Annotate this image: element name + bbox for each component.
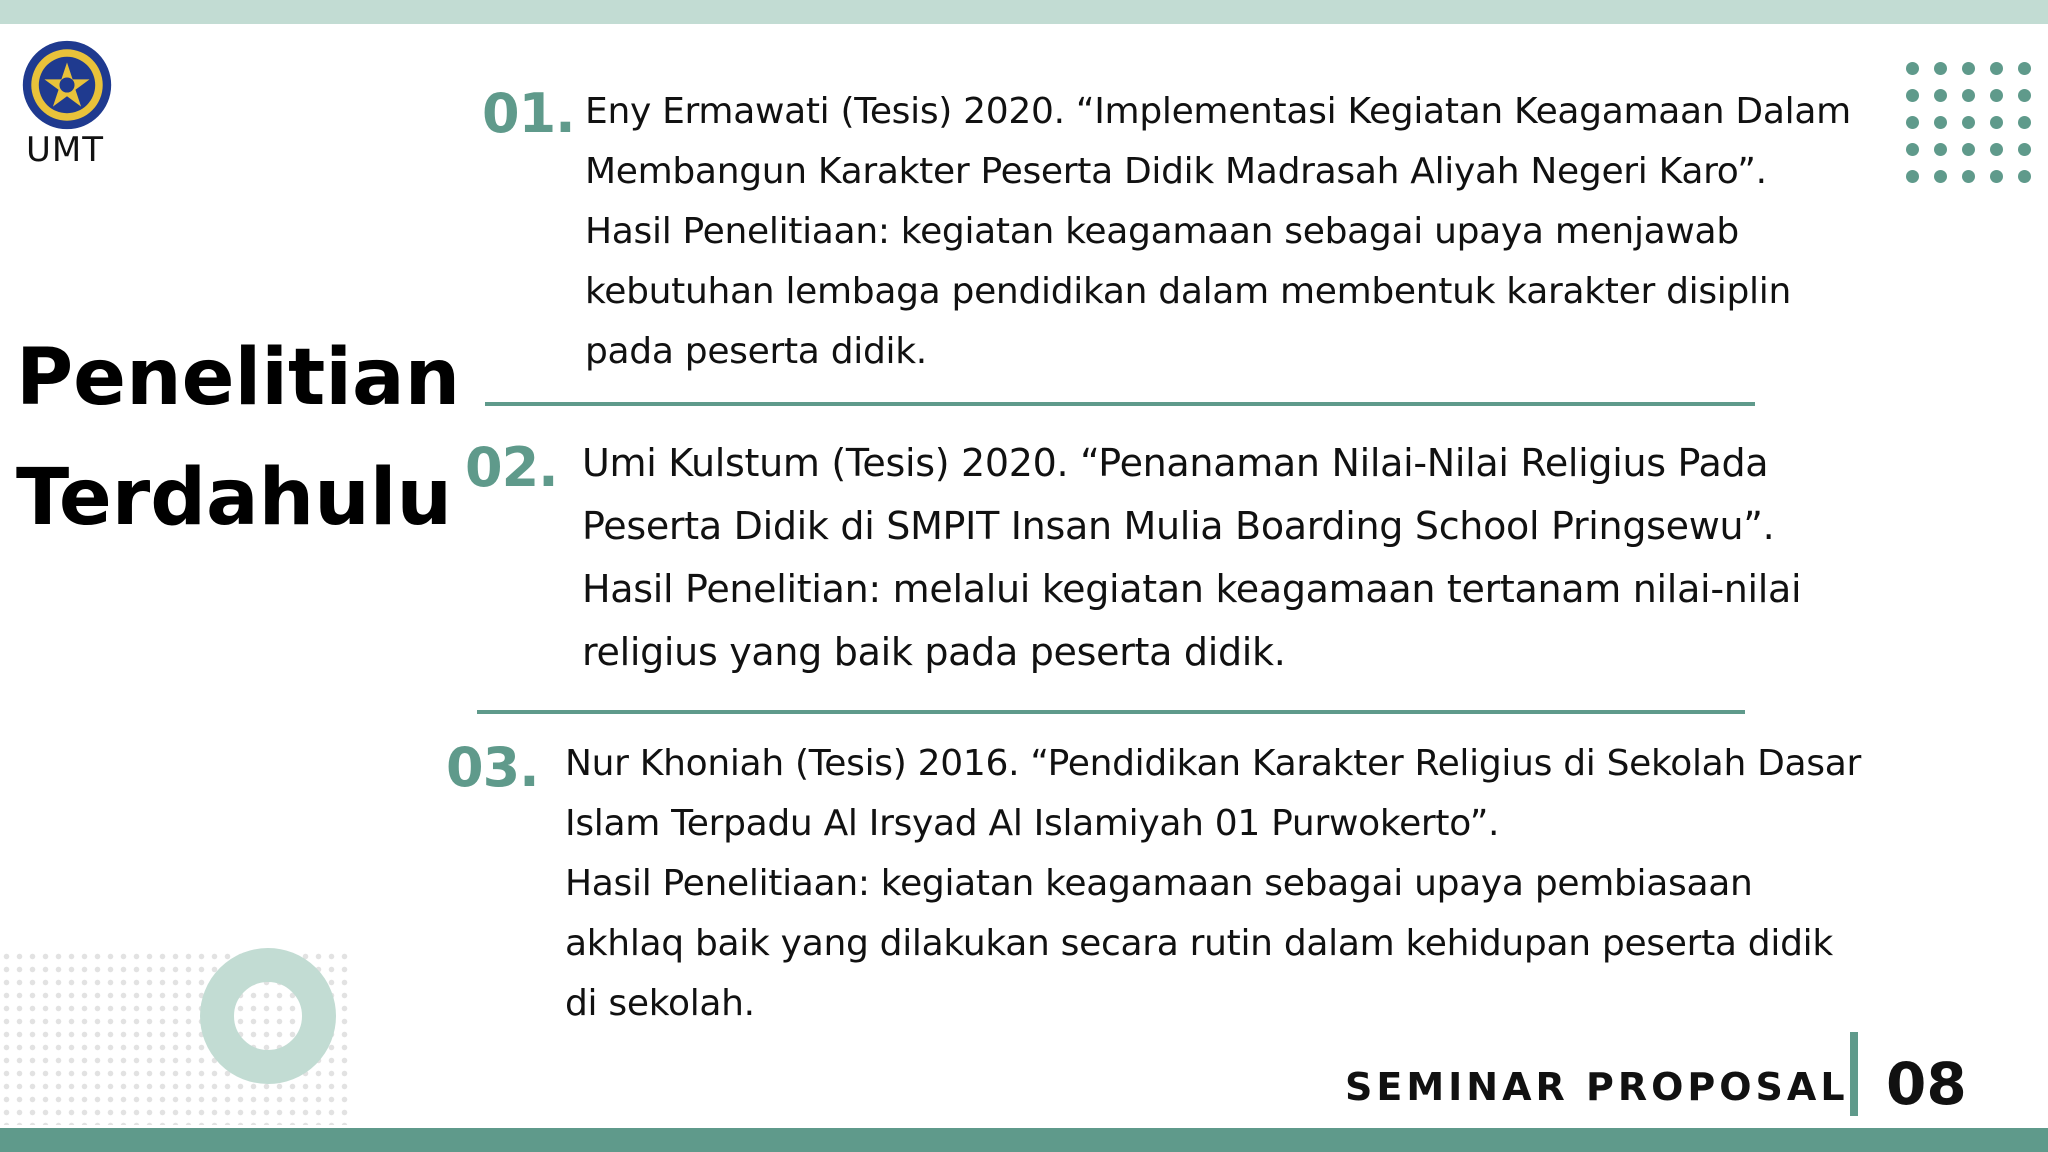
item-2-line-1: Umi Kulstum (Tesis) 2020. “Penanaman Nilai-Nilai Religius Pada <box>582 441 1769 485</box>
item-number-1: 01. <box>482 82 575 145</box>
footer-separator <box>1850 1032 1858 1116</box>
item-3-line-5: di sekolah. <box>565 983 755 1024</box>
item-text-3 <box>565 734 1861 1034</box>
item-3-line-1: Nur Khoniah (Tesis) 2016. “Pendidikan Karakter Religius di Sekolah Dasar <box>565 743 1862 784</box>
item-1-line-3: Hasil Penelitiaan: kegiatan keagamaan sebagai upaya menjawab <box>585 211 1739 252</box>
item-1-line-4: kebutuhan lembaga pendidikan dalam membentuk karakter disiplin <box>585 271 1791 312</box>
item-3-line-4: akhlaq baik yang dilakukan secara rutin dalam kehidupan peserta didik <box>565 923 1833 964</box>
item-3-line-2: Islam Terpadu Al Irsyad Al Islamiyah 01 Purwokerto”. <box>565 803 1500 844</box>
item-1-line-1: Eny Ermawati (Tesis) 2020. “Implementasi Kegiatan Keagamaan Dalam <box>585 91 1851 132</box>
decorative-dot-grid <box>1906 62 2036 182</box>
item-1-line-2: Membangun Karakter Peserta Didik Madrasah Aliyah Negeri Karo”. <box>585 151 1767 192</box>
item-number-3: 03. <box>446 736 539 799</box>
top-accent-bar <box>0 0 2048 24</box>
item-text-2 <box>582 432 1801 684</box>
divider-2 <box>477 710 1745 714</box>
title-line-2: Terdahulu <box>16 453 453 543</box>
bottom-accent-bar <box>0 1128 2048 1152</box>
item-1-line-5: pada peserta didik. <box>585 331 927 372</box>
item-3-line-3: Hasil Penelitiaan: kegiatan keagamaan sebagai upaya pembiasaan <box>565 863 1753 904</box>
item-2-line-4: religius yang baik pada peserta didik. <box>582 630 1286 674</box>
item-2-line-2: Peserta Didik di SMPIT Insan Mulia Boarding School Pringsewu”. <box>582 504 1775 548</box>
item-number-2: 02. <box>465 436 558 499</box>
page-title <box>16 318 460 558</box>
divider-1 <box>485 402 1755 406</box>
item-2-line-3: Hasil Penelitian: melalui kegiatan keagamaan tertanam nilai-nilai <box>582 567 1802 611</box>
title-line-1: Penelitian <box>16 333 461 423</box>
university-logo-icon <box>20 38 114 132</box>
footer-label: SEMINAR PROPOSAL <box>1345 1065 1849 1109</box>
decorative-ring <box>200 948 336 1084</box>
page-number: 08 <box>1886 1050 1967 1118</box>
item-text-1 <box>585 82 1851 382</box>
logo-text: UMT <box>26 130 104 170</box>
